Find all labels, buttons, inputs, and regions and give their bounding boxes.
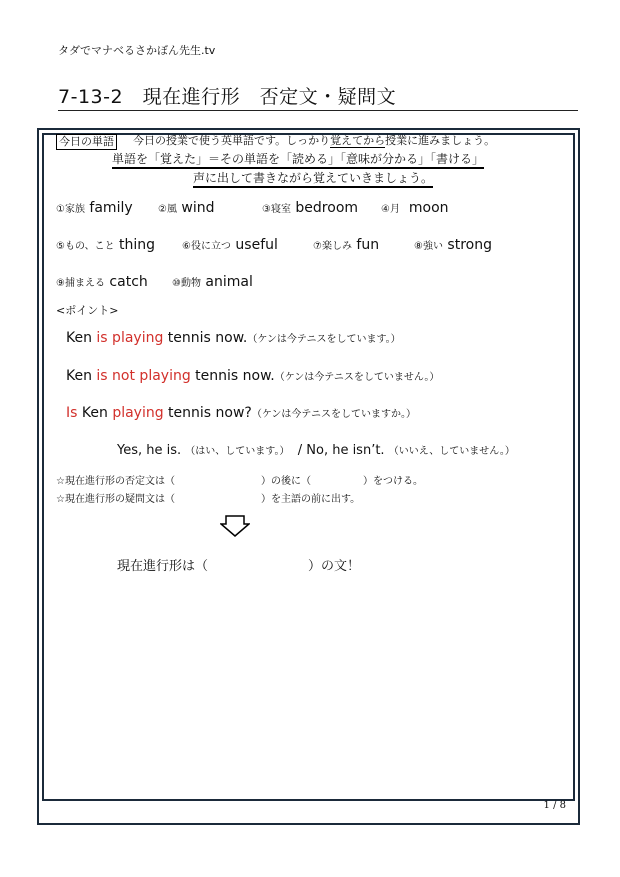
intro-text: 今日の授業で使う英単語です。しっかり覚えてから授業に進みましょう。	[133, 134, 496, 147]
intro-underlined: 覚えてから	[330, 134, 386, 147]
today-words-tag: 今日の単語	[56, 134, 117, 150]
inner-frame	[42, 133, 575, 801]
down-arrow-icon	[220, 515, 250, 537]
instruction-line-3: 声に出して書きながら覚えていきましょう。	[193, 171, 433, 188]
rule-line: ☆現在進行形の疑問文は（ ）を主語の前に出す。	[56, 494, 361, 505]
page-title: 7-13-2 現在進行形 否定文・疑問文	[58, 86, 397, 108]
vocab-item: ①家族 family	[56, 200, 133, 216]
vocab-item: ⑩動物 animal	[172, 274, 253, 290]
example-sentence: Ken is playing tennis now.（ケンは今テニスをしています。）	[66, 330, 401, 346]
answer-line: Yes, he is. （はい、しています。） / No, he isn’t. （いいえ、していません。）	[117, 443, 515, 458]
vocab-item: ⑥役に立つ useful	[182, 237, 278, 253]
rule-line: ☆現在進行形の否定文は（ ）の後に（ ）をつける。	[56, 476, 423, 487]
vocab-item: ⑤もの、こと thing	[56, 237, 156, 253]
example-sentence: Is Ken playing tennis now?（ケンは今テニスをしていますか。）	[66, 405, 416, 421]
vocab-item: ⑦楽しみ fun	[313, 237, 380, 253]
vocab-item: ⑨捕まえる catch	[56, 274, 148, 290]
vocab-item: ②風 wind	[158, 200, 215, 216]
page-number: 1 / 8	[543, 800, 566, 811]
instruction-line-2: 単語を「覚えた」＝その単語を「読める」「意味が分かる」「書ける」	[112, 152, 484, 169]
example-sentence: Ken is not playing tennis now.（ケンは今テニスをしていません。）	[66, 368, 440, 384]
vocab-item: ⑧強い strong	[414, 237, 492, 253]
vocab-item: ④月 moon	[381, 200, 449, 216]
title-underline	[58, 110, 578, 111]
site-name: タダでマナベるさかぼん先生.tv	[58, 44, 216, 57]
point-header: <ポイント>	[56, 304, 119, 317]
final-statement: 現在進行形は（ ）の文！	[117, 559, 361, 574]
vocab-item: ③寝室 bedroom	[262, 200, 359, 216]
